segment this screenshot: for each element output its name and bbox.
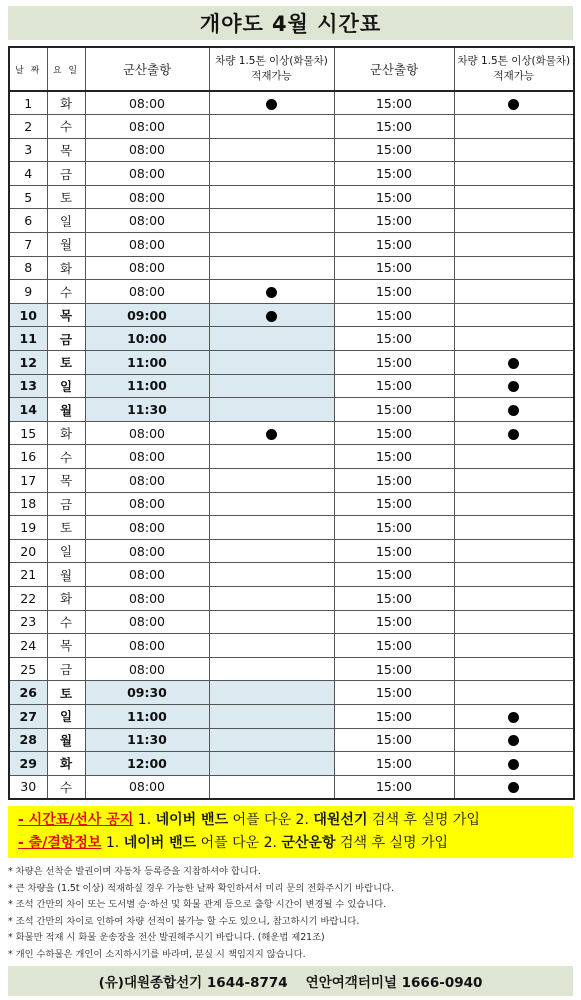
note-item: * 화물만 적재 시 화물 운송장을 전산 발권해주시기 바랍니다. (해운법 제21조) xyxy=(8,932,325,943)
notice-text: 검색 후 실명 가입 xyxy=(367,812,480,828)
cell-cargo-1 xyxy=(209,185,334,209)
cell-departure-1: 09:00 xyxy=(85,303,209,327)
cell-departure-2: 15:00 xyxy=(334,492,454,516)
table-row xyxy=(9,91,574,115)
cell-departure-2: 15:00 xyxy=(334,469,454,493)
note-item: * 큰 차량을 (1.5t 이상) 적재하실 경우 가능한 날짜 확인하셔서 미리 문의 전화주시기 바랍니다. xyxy=(8,882,395,894)
cell-departure-1: 08:00 xyxy=(85,162,209,186)
cell-cargo-1 xyxy=(209,657,334,681)
header-cargo-2: 차량 1.5톤 이상(화물차) 적재가능 xyxy=(454,47,574,91)
table-row xyxy=(9,704,574,728)
cell-departure-1: 08:00 xyxy=(85,469,209,493)
header-departure-1: 군산출항 xyxy=(85,47,209,91)
notice-text: 어플 다운 2. xyxy=(196,835,282,851)
cell-departure-2: 15:00 xyxy=(334,327,454,351)
cell-departure-1: 08:00 xyxy=(85,610,209,634)
table-row xyxy=(9,634,574,658)
cargo-available-dot-icon xyxy=(266,287,277,298)
cell-weekday: 금 xyxy=(47,657,85,681)
table-row xyxy=(9,775,574,799)
cell-departure-1: 08:00 xyxy=(85,492,209,516)
cell-day: 10 xyxy=(9,303,47,327)
cell-cargo-2 xyxy=(454,138,574,162)
cell-departure-2: 15:00 xyxy=(334,209,454,233)
cell-weekday: 수 xyxy=(47,445,85,469)
cell-departure-2: 15:00 xyxy=(334,256,454,280)
table-row xyxy=(9,209,574,233)
notes-list xyxy=(8,864,573,963)
cell-cargo-2 xyxy=(454,752,574,776)
cargo-available-dot-icon xyxy=(508,735,519,746)
cell-cargo-1 xyxy=(209,516,334,540)
cargo-available-dot-icon xyxy=(508,99,519,110)
cell-departure-2: 15:00 xyxy=(334,516,454,540)
table-row xyxy=(9,256,574,280)
cell-departure-2: 15:00 xyxy=(334,657,454,681)
cell-cargo-2 xyxy=(454,657,574,681)
cell-cargo-2 xyxy=(454,539,574,563)
cell-departure-1: 08:00 xyxy=(85,634,209,658)
cell-departure-2: 15:00 xyxy=(334,775,454,799)
cell-departure-1: 08:00 xyxy=(85,586,209,610)
cell-departure-1: 08:00 xyxy=(85,280,209,304)
cell-cargo-1 xyxy=(209,445,334,469)
cell-day: 3 xyxy=(9,138,47,162)
cell-day: 30 xyxy=(9,775,47,799)
cell-weekday: 목 xyxy=(47,138,85,162)
cell-cargo-1 xyxy=(209,752,334,776)
footer-contact-terminal: 연안여객터미널 1666-0940 xyxy=(305,975,483,991)
notice-app-name: 네이버 밴드 xyxy=(123,835,197,851)
page-title-text: 개야도 4월 시간표 xyxy=(199,12,382,36)
cell-departure-2: 15:00 xyxy=(334,539,454,563)
cell-weekday: 금 xyxy=(47,162,85,186)
cell-departure-2: 15:00 xyxy=(334,681,454,705)
cell-weekday: 월 xyxy=(47,233,85,257)
cell-weekday: 화 xyxy=(47,752,85,776)
notice-label-schedule: - 시간표/선사 공지 xyxy=(18,812,134,828)
cell-cargo-2 xyxy=(454,492,574,516)
cell-departure-1: 08:00 xyxy=(85,563,209,587)
cell-cargo-2 xyxy=(454,610,574,634)
cell-day: 4 xyxy=(9,162,47,186)
table-row xyxy=(9,516,574,540)
cell-departure-2: 15:00 xyxy=(334,752,454,776)
cell-cargo-2 xyxy=(454,634,574,658)
cell-day: 17 xyxy=(9,469,47,493)
notice-text: 어플 다운 2. xyxy=(228,812,314,828)
cell-day: 5 xyxy=(9,185,47,209)
cargo-available-dot-icon xyxy=(266,99,277,110)
table-row xyxy=(9,303,574,327)
table-row xyxy=(9,539,574,563)
cell-departure-1: 08:00 xyxy=(85,445,209,469)
cell-cargo-1 xyxy=(209,421,334,445)
cell-day: 8 xyxy=(9,256,47,280)
cell-day: 14 xyxy=(9,398,47,422)
cell-departure-1: 08:00 xyxy=(85,185,209,209)
cell-departure-2: 15:00 xyxy=(334,563,454,587)
cell-departure-1: 08:00 xyxy=(85,138,209,162)
notice-app-name: 네이버 밴드 xyxy=(155,812,229,828)
cell-weekday: 목 xyxy=(47,634,85,658)
header-weekday: 요 일 xyxy=(47,47,85,91)
cell-weekday: 일 xyxy=(47,704,85,728)
cell-weekday: 일 xyxy=(47,374,85,398)
cell-cargo-1 xyxy=(209,586,334,610)
cell-departure-2: 15:00 xyxy=(334,610,454,634)
table-row xyxy=(9,162,574,186)
notice-text: 1. xyxy=(101,835,124,851)
cell-cargo-1 xyxy=(209,469,334,493)
cell-cargo-2 xyxy=(454,586,574,610)
cell-departure-1: 08:00 xyxy=(85,91,209,115)
cell-departure-1: 08:00 xyxy=(85,115,209,139)
page-title xyxy=(8,6,573,40)
cell-departure-1: 08:00 xyxy=(85,209,209,233)
cell-departure-2: 15:00 xyxy=(334,280,454,304)
cell-cargo-2 xyxy=(454,469,574,493)
cell-cargo-2 xyxy=(454,516,574,540)
cell-cargo-1 xyxy=(209,610,334,634)
cell-departure-1: 12:00 xyxy=(85,752,209,776)
cell-cargo-1 xyxy=(209,209,334,233)
cell-cargo-1 xyxy=(209,398,334,422)
cargo-available-dot-icon xyxy=(508,358,519,369)
cell-departure-2: 15:00 xyxy=(334,634,454,658)
table-row xyxy=(9,586,574,610)
cell-day: 11 xyxy=(9,327,47,351)
cell-cargo-1 xyxy=(209,775,334,799)
schedule-body xyxy=(9,91,574,799)
cell-departure-2: 15:00 xyxy=(334,374,454,398)
cell-day: 9 xyxy=(9,280,47,304)
cargo-available-dot-icon xyxy=(266,429,277,440)
table-row xyxy=(9,421,574,445)
cell-weekday: 일 xyxy=(47,539,85,563)
cell-cargo-1 xyxy=(209,233,334,257)
table-row xyxy=(9,469,574,493)
table-row xyxy=(9,351,574,375)
cell-day: 16 xyxy=(9,445,47,469)
cell-day: 27 xyxy=(9,704,47,728)
cell-day: 23 xyxy=(9,610,47,634)
cell-departure-2: 15:00 xyxy=(334,115,454,139)
table-row xyxy=(9,752,574,776)
cell-departure-2: 15:00 xyxy=(334,351,454,375)
schedule-table xyxy=(8,46,575,800)
cell-cargo-2 xyxy=(454,775,574,799)
cargo-available-dot-icon xyxy=(508,405,519,416)
cell-departure-2: 15:00 xyxy=(334,398,454,422)
cell-departure-2: 15:00 xyxy=(334,445,454,469)
cell-cargo-2 xyxy=(454,351,574,375)
cell-cargo-2 xyxy=(454,115,574,139)
cell-cargo-2 xyxy=(454,256,574,280)
table-header-row xyxy=(9,47,574,91)
table-row xyxy=(9,445,574,469)
cell-weekday: 월 xyxy=(47,398,85,422)
header-departure-2: 군산출항 xyxy=(334,47,454,91)
cell-cargo-2 xyxy=(454,327,574,351)
cargo-available-dot-icon xyxy=(508,712,519,723)
cell-departure-2: 15:00 xyxy=(334,138,454,162)
cell-day: 7 xyxy=(9,233,47,257)
header-day: 날 짜 xyxy=(9,47,47,91)
cell-day: 2 xyxy=(9,115,47,139)
notice-band-name: 대원선기 xyxy=(313,812,368,828)
note-item: * 조석 간만의 차이로 인하여 차량 선적이 불가능 할 수도 있으니, 참고하시기 바랍니다. xyxy=(8,915,360,927)
cell-day: 18 xyxy=(9,492,47,516)
footer-contacts xyxy=(8,966,573,996)
cell-departure-1: 08:00 xyxy=(85,657,209,681)
cell-departure-2: 15:00 xyxy=(334,233,454,257)
cell-departure-1: 11:00 xyxy=(85,704,209,728)
table-row xyxy=(9,233,574,257)
cell-cargo-2 xyxy=(454,563,574,587)
cell-weekday: 일 xyxy=(47,209,85,233)
cell-departure-2: 15:00 xyxy=(334,162,454,186)
notice-label-sailing: - 출/결항정보 xyxy=(18,835,102,851)
cell-departure-1: 11:30 xyxy=(85,728,209,752)
notice-band-name: 군산운항 xyxy=(281,835,336,851)
cell-departure-1: 11:30 xyxy=(85,398,209,422)
cell-departure-1: 09:30 xyxy=(85,681,209,705)
cell-cargo-2 xyxy=(454,91,574,115)
cell-cargo-1 xyxy=(209,91,334,115)
table-row xyxy=(9,280,574,304)
note-item: * 개인 수하물은 개인이 소지하시기를 바라며, 분실 시 책임지지 않습니다. xyxy=(8,948,306,960)
cell-weekday: 화 xyxy=(47,91,85,115)
cell-weekday: 토 xyxy=(47,516,85,540)
cell-weekday: 화 xyxy=(47,421,85,445)
cargo-available-dot-icon xyxy=(266,311,277,322)
cell-cargo-1 xyxy=(209,728,334,752)
cell-day: 15 xyxy=(9,421,47,445)
table-row xyxy=(9,492,574,516)
table-row xyxy=(9,657,574,681)
cell-cargo-1 xyxy=(209,256,334,280)
cell-cargo-2 xyxy=(454,280,574,304)
cell-cargo-2 xyxy=(454,209,574,233)
cargo-available-dot-icon xyxy=(508,759,519,770)
cell-cargo-2 xyxy=(454,233,574,257)
cell-weekday: 목 xyxy=(47,469,85,493)
cell-cargo-1 xyxy=(209,115,334,139)
cell-weekday: 목 xyxy=(47,303,85,327)
cell-cargo-2 xyxy=(454,681,574,705)
cell-day: 20 xyxy=(9,539,47,563)
table-row xyxy=(9,398,574,422)
table-row xyxy=(9,681,574,705)
notice-text: 검색 후 실명 가입 xyxy=(335,835,449,851)
cell-day: 28 xyxy=(9,728,47,752)
cell-day: 29 xyxy=(9,752,47,776)
header-cargo-1: 차량 1.5톤 이상(화물차) 적재가능 xyxy=(209,47,334,91)
cell-departure-2: 15:00 xyxy=(334,91,454,115)
cell-cargo-1 xyxy=(209,492,334,516)
table-row xyxy=(9,563,574,587)
cell-departure-1: 08:00 xyxy=(85,516,209,540)
table-row xyxy=(9,374,574,398)
cell-weekday: 화 xyxy=(47,586,85,610)
cell-cargo-1 xyxy=(209,681,334,705)
cell-departure-1: 08:00 xyxy=(85,539,209,563)
cargo-available-dot-icon xyxy=(508,381,519,392)
cell-cargo-1 xyxy=(209,351,334,375)
cell-cargo-2 xyxy=(454,374,574,398)
cell-day: 25 xyxy=(9,657,47,681)
cell-weekday: 화 xyxy=(47,256,85,280)
cell-day: 12 xyxy=(9,351,47,375)
cell-cargo-1 xyxy=(209,327,334,351)
cell-weekday: 수 xyxy=(47,280,85,304)
cell-departure-2: 15:00 xyxy=(334,185,454,209)
cargo-available-dot-icon xyxy=(508,429,519,440)
cell-weekday: 금 xyxy=(47,492,85,516)
notice-line-sailing-info xyxy=(18,832,563,855)
cell-cargo-2 xyxy=(454,162,574,186)
cell-departure-2: 15:00 xyxy=(334,303,454,327)
cell-weekday: 월 xyxy=(47,728,85,752)
note-item: * 차량은 선착순 발권이며 자동차 등록증을 지참하셔야 합니다. xyxy=(8,866,261,877)
cell-weekday: 수 xyxy=(47,115,85,139)
table-row xyxy=(9,115,574,139)
cell-cargo-1 xyxy=(209,374,334,398)
table-row xyxy=(9,728,574,752)
cell-cargo-1 xyxy=(209,539,334,563)
cell-day: 21 xyxy=(9,563,47,587)
notice-text: 1. xyxy=(133,812,156,828)
cell-weekday: 금 xyxy=(47,327,85,351)
cell-cargo-1 xyxy=(209,280,334,304)
cell-departure-1: 11:00 xyxy=(85,374,209,398)
note-item: * 조석 간만의 차이 또는 도서별 승·하선 및 화물 관계 등으로 출항 시간이 변경될 수 있습니다. xyxy=(8,899,387,910)
cell-cargo-1 xyxy=(209,162,334,186)
cell-cargo-2 xyxy=(454,185,574,209)
cell-day: 22 xyxy=(9,586,47,610)
cell-cargo-1 xyxy=(209,634,334,658)
table-row xyxy=(9,610,574,634)
cell-departure-1: 08:00 xyxy=(85,775,209,799)
cell-cargo-2 xyxy=(454,445,574,469)
cell-day: 1 xyxy=(9,91,47,115)
table-row xyxy=(9,185,574,209)
cell-cargo-2 xyxy=(454,421,574,445)
cell-departure-1: 10:00 xyxy=(85,327,209,351)
cell-cargo-2 xyxy=(454,728,574,752)
cell-weekday: 토 xyxy=(47,185,85,209)
table-row xyxy=(9,138,574,162)
cell-weekday: 토 xyxy=(47,351,85,375)
cell-departure-1: 08:00 xyxy=(85,256,209,280)
cell-day: 13 xyxy=(9,374,47,398)
cell-cargo-1 xyxy=(209,704,334,728)
cell-departure-2: 15:00 xyxy=(334,704,454,728)
cell-day: 19 xyxy=(9,516,47,540)
cell-departure-2: 15:00 xyxy=(334,728,454,752)
cell-departure-1: 08:00 xyxy=(85,233,209,257)
cell-departure-2: 15:00 xyxy=(334,421,454,445)
table-row xyxy=(9,327,574,351)
cell-departure-1: 08:00 xyxy=(85,421,209,445)
notice-box xyxy=(8,806,573,858)
cell-cargo-2 xyxy=(454,303,574,327)
cargo-available-dot-icon xyxy=(508,782,519,793)
notice-line-schedule xyxy=(18,809,563,832)
cell-weekday: 수 xyxy=(47,775,85,799)
cell-cargo-1 xyxy=(209,303,334,327)
cell-weekday: 토 xyxy=(47,681,85,705)
footer-contact-company: (유)대원종합선기 1644-8774 xyxy=(98,975,288,991)
cell-weekday: 월 xyxy=(47,563,85,587)
cell-day: 26 xyxy=(9,681,47,705)
cell-day: 6 xyxy=(9,209,47,233)
cell-day: 24 xyxy=(9,634,47,658)
cell-cargo-1 xyxy=(209,563,334,587)
cell-weekday: 수 xyxy=(47,610,85,634)
cell-cargo-1 xyxy=(209,138,334,162)
cell-departure-2: 15:00 xyxy=(334,586,454,610)
cell-cargo-2 xyxy=(454,398,574,422)
cell-departure-1: 11:00 xyxy=(85,351,209,375)
cell-cargo-2 xyxy=(454,704,574,728)
